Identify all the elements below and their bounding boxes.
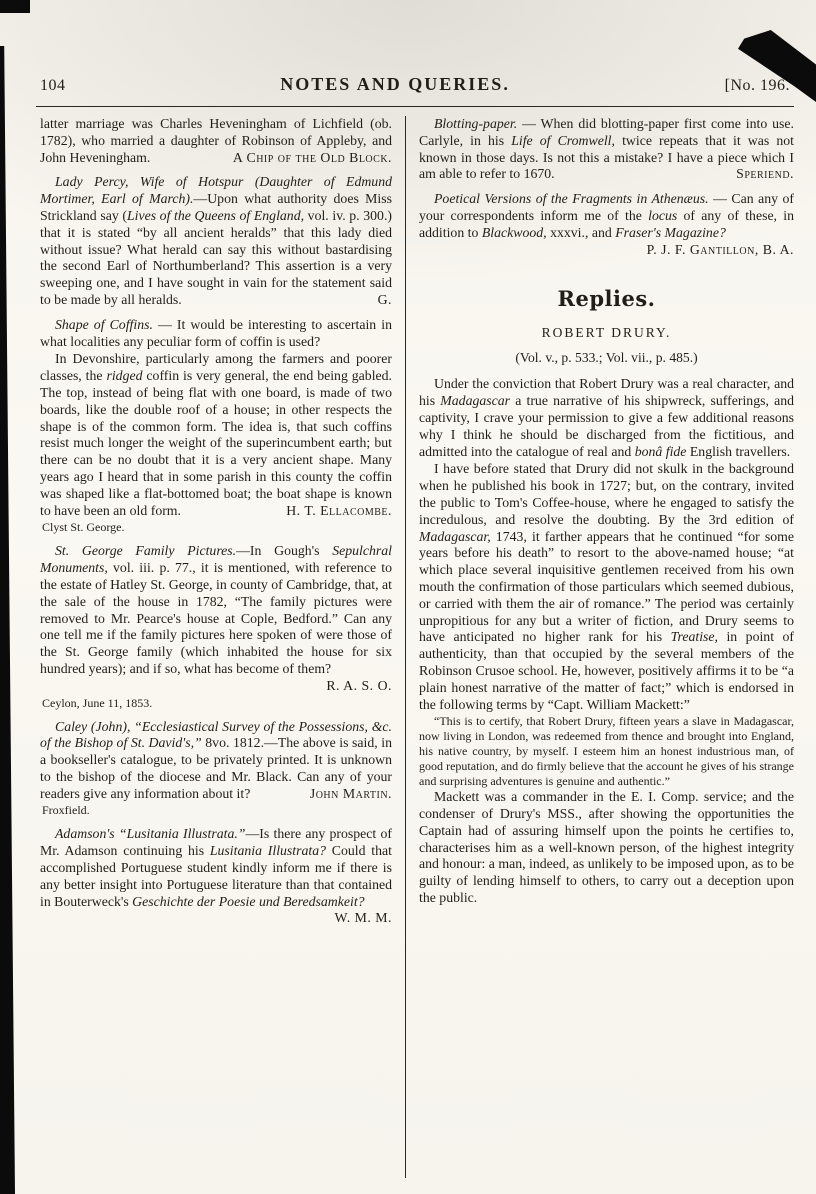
italic-text: Poetical Versions of the Fragments in Athenæus. [434,191,709,207]
paragraph [40,351,392,519]
query-entry [40,543,392,710]
left-column [40,116,392,1178]
text: coffin is very general, the end being gabled. The top, instead of being flat with one board, is made of two boards, like the double roof of a house; in other respects the shape is of the common form. The idea is, that such coffins resist much longer the weight of the superincumbent earth; but there can be no doubt that it is a very ancient shape. Many years ago I heard that in some parish in this county the coffin was shaped like a flat-bottomed boat; the boat shape is known to have been an old form. [40,368,393,518]
scan-corner-mark [0,0,30,13]
text: xxxvi., and [546,224,616,240]
text: Mackett was a commander in the E. I. Comp. service; and the condenser of Drury's MSS., after showing the opportunities the Captain had of assuring himself upon the points he certifies to, characterises him as a well-known person, of the highest integrity and honour: a man, indeed, as unlikely to be imposed upon, as to be guilty of lending himself to others, to carry out a deception upon the public. [419,789,794,906]
text: of any of these, in addition to [419,207,795,240]
signature: R. A. S. O. [326,677,392,693]
column-divider [405,116,406,1178]
italic-text: Treatise, [670,629,718,645]
italic-text: St. George Family Pictures. [55,543,237,559]
text: a true narrative of his shipwreck, sufferings, and captivity, I crave your permission to give a few additional reasons why I think he should be discharged from the fictitious, and admitted into the catalogue of real and [419,393,794,459]
query-entry [40,826,392,927]
text: in point of authenticity, than that occupied by the several members of the Robinson Crusoe school. He, however, positively affirms it to be “a plain honest narrative of the matter of fact;” which is endorsed in the following terms by “Capt. William Mackett:” [419,629,794,712]
italic-text: Madagascar, [419,528,491,544]
italic-text: Blotting-paper. [434,116,518,131]
article-reference: (Vol. v., p. 533.; Vol. vii., p. 485.) [515,350,698,366]
italic-text: Lusitania Illustrata? [209,843,327,859]
query-entry [40,317,392,536]
page-header [40,74,790,95]
text: I have before stated that Drury did not skulk in the background when he published his book in 1727; but, on the contrary, invited the public to Tom's Coffee-house, where he engaged to satisfy the incredulous, and resolve the doubting. By the 3rd edition of [419,461,794,527]
paragraph [40,543,392,694]
text: —Is there any prospect of Mr. Adamson continuing his [40,826,392,859]
paragraph [40,174,392,308]
query-entry [419,191,794,258]
italic-text: Sepulchral Monuments, [40,543,392,576]
query-entry [40,116,392,166]
query-entry [40,174,392,308]
italic-text: Fraser's Magazine? [615,224,726,240]
text: vol. iv. p. 300.) that it is stated “by all ancient heralds” that this lady died without issue? What herald can say this without bastardising the second Earl of Northumberland? This assertion is a very sweeping one, and I have sought in vain for the statement said to be made by all heralds. [40,207,392,307]
journal-title: NOTES AND QUERIES. [280,74,510,94]
signature: P. J. F. Gantillon, B. A. [646,241,794,257]
text: Could that accomplished Portuguese student kindly inform me if there is any better insight into Portuguese literature than that contained in Bouterweck's [40,843,392,909]
paragraph [419,461,794,713]
paragraph [419,116,794,183]
italic-text: Lives of the Queens of England, [126,207,305,223]
text: — When did blotting-paper first come into use. Carlyle, in his [419,116,794,148]
query-entry [419,116,794,183]
italic-text: Blackwood, [481,224,547,240]
columns [40,116,794,1178]
signature: A Chip of the Old Block. [232,149,392,165]
italic-text: Lady Percy, Wife of Hotspur (Daughter of Edmund Mortimer, Earl of March). [40,174,392,207]
header-rule [36,106,794,107]
text: “This is to certify, that Robert Drury, fifteen years a slave in Madagascar, now living in London, was redeemed from thence and brought into England, his native country, by myself. I esteem him an honest industrious man, of good reputation, and do firmly believe that the account he gives of his strange and surprising adventures is genuine and authentic.” [419,714,794,788]
text: English travellers. [686,443,791,459]
italic-text: Shape of Coffins. [55,316,153,332]
text: Under the conviction that Robert Drury was a real character, and his [419,376,794,409]
paragraph [40,116,392,166]
paragraph [419,376,794,460]
text: twice repeats that it was not known in those days. Is not this a mistake? I have a piece which I am able to refer to 1670. [419,132,794,182]
issue-number: [No. 196. [724,77,790,94]
text: latter marriage was Charles Heveningham of Lichfield (ob. 1782), who married a daughter of Robinson of Appleby, and John Heveningham. [40,116,392,165]
text: —In Gough's [236,543,333,559]
page-number: 104 [40,77,66,94]
query-entry [40,719,392,819]
paragraph [40,719,392,803]
italic-text: bonâ fide [634,443,687,459]
text: In Devonshire, particularly among the farmers and poorer classes, the [40,351,392,384]
signature: John Martin. [309,785,392,801]
paragraph [419,191,794,258]
signature: W. M. M. [334,910,392,926]
italic-text: Life of Cromwell, [511,132,615,148]
italic-text: Caley (John), “Ecclesiastical Survey of the Possessions, &c. of the Bishop of St. David's,” [40,718,392,751]
italic-text: ridged [106,368,143,384]
italic-text: Madagascar [440,393,511,409]
italic-text: locus [648,207,678,223]
text: —Upon what authority does Miss Strickland say ( [40,191,392,223]
text: vol. iii. p. 77., it is mentioned, with reference to the estate of Hatley St. George, in county of Cambridge, that, at the sale of the house in 1782, “The family pictures were removed to Mr. Pearce's house at Cople, Bedford.” Can any one tell me if the family pictures here spoken of were those of the St. George family (which inhabited the house for six hundred years); and if so, what has become of them? [40,560,392,676]
dateline: Ceylon, June 11, 1853. [42,695,153,710]
dateline: Clyst St. George. [42,520,125,535]
query-entry [419,376,794,907]
dateline: Froxfield. [42,803,90,818]
text: — Can any of your correspondents inform me of the [419,191,794,223]
text: 8vo. 1812.—The above is said, in a bookseller's catalogue, to be privately printed. It is unknown to the bishop of the diocese and Mr. Black. Can any of your readers give any information about it? [40,735,393,801]
paragraph [40,826,392,927]
signature: H. T. Ellacombe. [286,502,392,518]
text: — It would be interesting to ascertain in what localities any peculiar form of coffin is used? [40,316,392,349]
paragraph [419,714,794,788]
section-heading: Replies. [557,286,656,312]
text: 1743, it farther appears that he continued “for some years before his death” to resort to the above-named house; “at which place several inquisitive gentlemen received from his own mouth the confirmation of those particulars which seemed dubious, or carried with them the air of romance.” The period was certainly unpropitious for any but a writer of fiction, and Drury seems to have anticipated no higher rank for his [419,528,794,645]
paragraph [40,317,392,351]
scan-edge-shadow [0,46,15,1194]
signature: G. [377,291,392,307]
paragraph [419,789,794,907]
italic-text: Adamson's “Lusitania Illustrata.” [55,826,246,842]
italic-text: Geschichte der Poesie und Beredsamkeit? [132,893,365,909]
right-column [419,116,794,1178]
signature: Speriend. [736,166,794,182]
article-title: ROBERT DRURY. [541,325,672,341]
